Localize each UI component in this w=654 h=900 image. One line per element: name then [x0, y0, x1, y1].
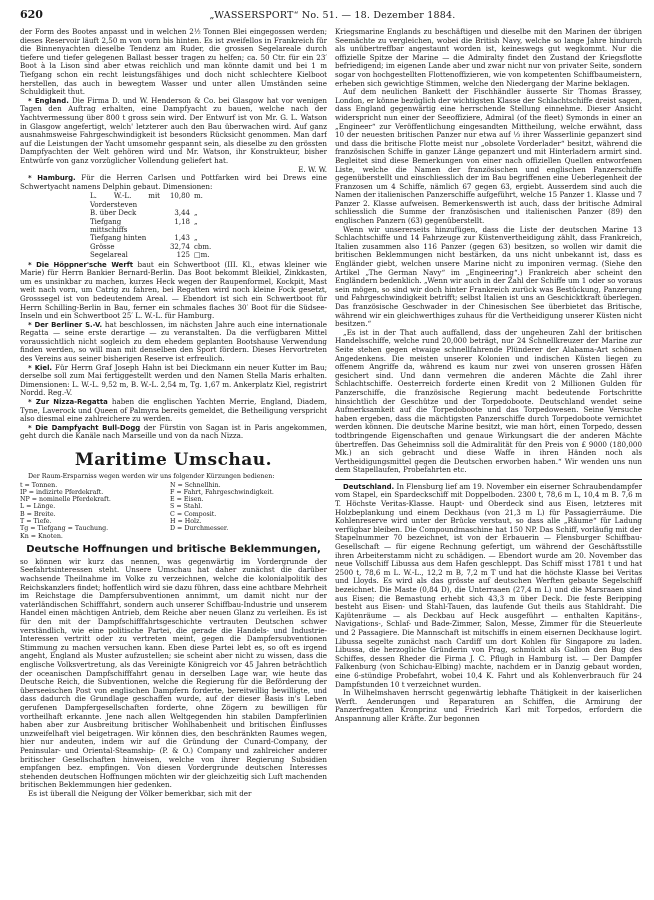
notice-nizza: * Zur Nizza-Regatta haben die englischen Yachten Merrie, England, Diadem, Tyne, Laverock und Queen of Palmyra bereits gemeldet, die Betheiligung verspricht also diesmal eine zahlreichere zu werden.: [20, 397, 327, 424]
abbreviations-legend: [20, 482, 327, 540]
notice-berliner-sv: * Der Berliner S.-V. hat beschlossen, im nächsten Jahre auch eine internationale Regatta — seine erste derartige — zu veranstalten. Da die verfügbaren Mittel voraussichtlich nicht sogleich zu dem ehedem geplanten Bootshause Verwendung finden werden, so will man mit denselben den Sport fördern. Dieses Hervortreten des Vereins aus seiner bisherigen Reserve ist erfreulich.: [20, 319, 327, 364]
legend-column-1: t = Tonnen. IP = indizirte Pferdekraft. NP = nominelle Pferdekraft. L = Länge. B = Breite. T = Tiefe. Tg = Tiefgang = Tauchung. Kn = Knoten.: [20, 481, 111, 540]
article-paragraph: so können wir kurz das nennen, was gegenwärtig im Vordergrunde der Seefahrtsinteressen steht. Unsere Umschau hat daher zunächst die darüber wachsende Theilnahme im Volke zu verzeichnen, welche die kolonialpolitik des Reichskanzlers findet; hoffentlich wird sie dazu führen, dass eine achtbare Mehrheit im Reichstage die Dampfersubventionen annimmt, um damit nicht nur der vaterländischen Schifffahrt, sondern auch unserer Schiffbau-Industrie und unserem Handel einen mächtigen Antrieb, dem Reiche aber neuen Glanz zu verleihen. Es ist für den mit der Dampfschifffahrtsgeschichte vertrauten Deutschen schwer verständlich, wie eine politische Partei, die gerade die Handels- und Industrie-Interessen vertritt oder zu vertreten meint, gegen die Dampfersubventionen Stimmung zu machen versuchen kann. Eben diese Partei lebt es, so oft es irgend angeht, England als Muster aufzustellen; sie scheint aber nicht zu wissen, dass die englische Volksvertretung, als das Vereinigte Königreich vor 45 Jahren beträchtlich der oceanischen Dampfschifffahrt genau in derselben Lage war, wie heute das Deutsche Reich, die Subventionen, welche die Regierung für die Beförderung der überseeischen Post von englischen Dampfern forderte, bereitwillig bewilligte, und dass dadurch die Grundlage geschaffen wurde, auf der dieser Basis in's Leben gerufenen Dampfergesellschaften forderte, ohne Zögern zu bewilligen für vortheilhaft erkannte. Jene nach allen Weltgegenden hin stabilen Dampferlinien haben aber zur Ausbreitung britischer Wohlhabenheit und britischen Einflusses unzweifelhaft viel beigetragen. Wir können dies, den beschränkten Raumes wegen, hier nur andeuten, indem wir auf die Gründung der Cunard-Company, der Peninsular- und Oriental-Steamship- (P. & O.) Company und zahlreicher anderer britischer Gesellschaften hinweisen, welche von ihrer Regierung Subsidien empfangen bez. empfingen. Von diesen Vordergrunde deutschen Interesses stehenden deutschen Hoffnungen möchten wir der gleichzeitig sich Luft machenden britischen Beklemmungen hier gedenken.: [20, 556, 327, 790]
article-title: Deutsche Hoffnungen und britische Beklemmungen,: [26, 543, 321, 555]
running-head: „WASSERSPORT“ No. 51. — 18. Dezember 1884.: [209, 10, 456, 21]
dimension-row: Grösse 32,74 cbm.: [90, 242, 212, 251]
notice-england: * England. Die Firma D. und W. Henderson & Co. bei Glasgow hat vor wenigen Tagen den Auftrag erhalten, eine Dampfyacht zu bauen, welche nach der Yachtvermessung über 800 t gross sein wird. Der Entwurf ist von Mr. G. L. Watson in Glasgow angefertigt, welch' letzterer auch den Bau überwachen wird. Auf ganz ausnahmsweise Fahrgeschwindigkeit ist besonders Rücksicht genommen. Man darf auf die Leistungen der Yacht umsomehr gespannt sein, als dieselbe zu den grössten Dampfyachten der Welt gehören wird und Mr. Watson, ihr Konstrukteur, bisher Entwürfe von ganz vorzüglicher Vollendung geliefert hat.: [20, 95, 327, 165]
dimension-row: B. über Deck 3,44 „: [90, 209, 198, 218]
article-paragraph: Es ist überall die Neigung der Völker bemerkbar, sich mit der: [28, 788, 252, 798]
dimension-row: Tiefgang mittschiffs 1,18 „: [90, 217, 198, 234]
abbreviations-intro: Der Raum-Ersparniss wegen werden wir uns folgender Kürzungen bedienen:: [28, 473, 275, 480]
dimension-row: L. W.-L. mit Vordersteven 10,80 m.: [90, 192, 203, 209]
right-column: [335, 28, 642, 896]
notice-kiel: * Kiel. Für Herrn Graf Joseph Hahn ist bei Dieckmann ein neuer Kutter im Bau; derselbe soll zum Mai fertiggestellt werden und den Namen Stella Maris erhalten. Dimensionen: L. W.-L. 9,52 m, B. W.-L. 2,54 m, Tg. 1,67 m. Ankerplatz Kiel, registrirt Nordd. Reg.-V.: [20, 362, 327, 398]
paragraph-boat-form: der Form des Bootes anpasst und in welchen 2½ Tonnen Blei eingegossen werden; dieses Reservoir läuft 2,50 m von vorn bis hinten. Es ist zweifellos in Frankreich für die Binnenyachten dieselbe Tendenz am Ruder, die grossen Segelareale durch tiefere und tiefer gelegenen Ballast besser tragen zu helfen; ca. 50 Ctr. für ein 23′ Boot à la Lison sind aber etwas reichlich und man könnte damit und bei 1 m Tiefgang schon ein recht leistungsfähiges und doch nicht schlechtere Kielboot herstellen, das auch in bewegtem Wasser und unter allen Umständen seine Schuldigkeit thut.: [20, 28, 327, 97]
article-paragraph: Kriegsmarine Englands zu beschäftigen und dieselbe mit den Marinen der übrigen Seemächte zu vergleichen, wobei die British Navy, welche so lange Jahre hindurch als unübertreffbar angestaunt worden ist, keineswegs gut wegkommt. Nur die offizielle Spitze der Marine — die Admiralty findet den Zustand der Kriegsflotte befriedigend; im eigenen Lande aber und zwar nicht nur von privater Seite, sondern sogar von hochgestellten Flottenoffizieren, wie von kompetenten Schiffbaumeistern, erheben sich gewichtige Stimmen, welche den Niedergang der Marine beklagen.: [335, 28, 642, 88]
article-paragraph: Auf dem neulichen Bankett der Fischhändler äusserte Sir Thomas Brassey, London, er könne bezüglich der wichtigsten Klasse der Schlachtschiffe dreist sagen, dass England gegenwärtig eine herrschende Stellung einnehme. Dieser Ansicht widerspricht nun einer der Seeoffiziere, Admiral (of the fleet) Symonds in einer an „Engineer“ zur Veröffentlichung eingesandten Mittheilung, welche erwähnt, dass 10 der neuesten britischen Panzer nur etwa auf ⅓ ihrer Wasserlinie gepanzert sind und dass die britische Flotte meist nur „obsolete Vorderlader“ besitzt, während die französischen Schiffe in ganzer Länge gepanzert und mit Hinterladern armirt sind. Begleitet sind diese Bemerkungen von einer nach offiziellen Quellen entworfenen Liste, welche die Namen der französischen und englischen Panzerschiffe gegenüberstellt und einschliesslich der im Bau begriffenen eine Ueberlegenheit der Franzosen um 4 Schiffe, nämlich 67 gegen 63, ergiebt. Ausserdem sind auch die Namen der italienischen Panzerschiffe aufgeführt, welche 15 Panzer 1. Klasse und 7 Panzer 2. Klasse aufweisen. Bemerkenswerth ist auch, dass der britische Admiral schliesslich die Summe der französischen und italienischen Panzer (89) den englischen Panzern (63) gegenüberstellt.: [335, 87, 642, 226]
signature-ewm: E. W. W.: [298, 164, 327, 174]
dimensions-table: [90, 192, 327, 259]
divider: [335, 479, 642, 480]
article-paragraph: Wenn wir unsererseits hinzufügen, dass die Liste der deutschen Marine 13 Schlachtschiffe und 14 Fahrzeuge zur Küstenvertheidigung zählt, dass Frankreich, Italien zusammen also 116 Panzer (gegen 63) besitzen, so wollen wir damit die britischen Beklemmungen nicht bestärken, da uns nicht unbekannt ist, dass es Engländer giebt, welchen unsere Marine nicht zu imponiren vermag. (Siehe den Artikel „The German Navy“ im „Engineering“.) Frankreich aber scheint den Engländern bedenklich. „Wenn wir auch in der Zahl der Schiffe um 1 oder so voraus sein mögen, so sind wir doch hinter Frankreich zurück was Bestückung, Panzerung und Fahrgeschwindigkeit betrifft; selbst Italien ist uns an Geschicktkraft überlegen. Das französische Geschwader in der Chinesischen See überbietet das Britische, während wir ein gleichwerthiges zuhaus für die Vertheidigung unserer Küsten nicht besitzen.“: [335, 224, 642, 329]
notice-bull-dogg: * Die Dampfyacht Bull-Dogg der Fürstin von Sagan ist in Paris angekommen, geht durch die Kanäle nach Marseille und von da nach Nizza.: [20, 422, 327, 441]
article-paragraph: In Wilhelmshaven herrscht gegenwärtig lebhafte Thätigkeit in der kaiserlichen Werft. Aenderungen und Reparaturen an Schiffen, die Armirung der Panzerfregatten Kronprinz und Friedrich Karl mit Torpedos, erfordern die Anspannung aller Kräfte. Zur begonnen: [335, 688, 642, 723]
page-header: [20, 8, 642, 24]
notice-hamburg: * Hamburg. Für die Herren Carlsen und Pottfarken wird bei Drews eine Schwertyacht namens Delphin gebaut. Dimensionen:: [20, 173, 327, 191]
section-title: Maritime Umschau.: [74, 450, 273, 470]
dimension-row: Tiefgang hinten 1,43 „: [90, 234, 198, 243]
left-column: [20, 28, 327, 896]
dimension-row: Segelareal 125 □m.: [90, 251, 210, 260]
notice-deutschland: Deutschland. In Flensburg lief am 19. November ein eiserner Schraubendampfer vom Stapel, ein Spardeckschiff mit Doppelboden. 2300 t, 78,6 m L, 10,4 m B. 7,6 m T. Höchste Veritas-Klasse. Haupt- und Oberdeck sind aus Eisen, letzteres mit Holzbeplankung und einem Deckhaus (von 21,3 m L) für Passagierräume. Die Kohlenreserve wird unter der Brücke verstaut, so dass alle „Räume“ für Ladung verfügbar bleiben. Die Compoundmaschine hat 150 NP. Das Schiff, vorläufig mit der Stapelnummer 70 bezeichnet, ist von der Erbauerin — Flensburger Schiffbau-Gesellschaft — für eigene Rechnung gefertigt, um während der Geschäftsstille ihren Arbeiterstamm nicht zu schädigen. — Ebendort wurde am 20. November das neue Vollschiff Libussa aus dem Hafen geschleppt. Das Schiff misst 1781 t und hat 2500 t, 78,6 m L. W.-L., 12,2 m B, 7,2 m T und hat die höchste Klasse bei Veritas und Lloyds. Es wird als das grösste auf deutschen Werften gebaute Segelschiff bezeichnet. Die Maste (0,84 D), die Unterraaen (27,4 m L) und die Marsraaen sind aus Eisen; die Bemastung erhebt sich 43,3 m über Deck. Die feste Beripping besteht aus Eisen- und Stahl-Tauen, das laufende Gut theils aus Stahldraht. Die Kajütenräume — als Deckbau auf Heck ausgeführt — enthalten Kapitäns-, Navigations-, Schlaf- und Bade-Zimmer, Salon, Messe, Zimmer für die Steuerleute und 2 Passagiere. Die Mannschaft ist mitschiffs in einem eisernen Deckhause logirt. Libussa segelte zunächst nach Cardiff um dort Kohlen für Singapore zu laden. Libussa, die herzogliche Gründerin von Prag, schmückt als Gallion den Bug des Schiffes, dessen Rheder die Firma J. C. Pflugh in Hamburg ist. — Der Dampfer Falkenburg (von Schichau-Elbing) machte, nachdem er in Danzig gebaut worden, eine 6-stündige Probefahrt, wobei 10,4 K. Fahrt und als Kohlenverbrauch für 24 Dampfstunden 10 t verzeichnet wurden.: [335, 481, 642, 689]
page-number: 620: [20, 8, 43, 21]
legend-column-2: N = Schnellhin. F = Fahrt, Fahrgeschwindigkeit. E = Eisen. S = Stahl. C = Composit. H = Holz. D = Durchmesser.: [170, 481, 274, 533]
notice-hoeppner: * Die Höppner'sche Werft baut ein Schwertboot (III. Kl., etwas kleiner wie Marie) für Herrn Bankier Bernard-Berlin. Das Boot bekommt Bleikiel, Zinkkasten, um es unsinkbar zu machen, kurzes Heck wegen der Raupenformel, Kockpit, Mast weit nach vorn, um Catrig zu fahren, bei Regatten wird noch kleine Fock gesetzt, Grosssegel ist von bedeutendem Areal. — Ebendort ist sich ein Schwertboot für Herrn Schilling-Berlin in Bau, ferner ein schmales flaches 30′ Boot für die Südsee-Inseln und ein Schwertboot 25′ L. W.-L. für Hamburg.: [20, 259, 327, 321]
article-paragraph: „Es ist in der That auch auffallend, dass der ungeheuren Zahl der britischen Handelsschiffe, welche rund 20,000 beträgt, nur 24 Schnellkreuzer der Marine zur Seite stehen gegen etwaige schnellfahrende Plünderer der Alabama-Art schönen Angedenkens. Die meisten unserer Kolonien und indischen Küsten liegen zu offenem Angriffe da, während es kaum nur zwei von unseren grossen Häfen gesichert sind. Und dann vermehren die anderen Mächte die Zahl ihrer Schlachtschiffe. Oesterreich forderte einen Kredit von 2 Millionen Gulden für Panzerschiffe, die französische Regierung macht bedeutende Fortschritte hinsichtlich der Geschütze und der Torpedoboote. Deutschland wendet seine Aufmerksamkeit auf die Torpedoboote und das Torpedowesen. Seine Versuche haben ergeben, dass die mächtigsten Panzerschiffe durch Torpedoboote vernichtet werden können. Die deutsche Marine besitzt, wie man hört, einen Torpedo, dessen todtbringende Eigenschaften und genaue Wirkungsart die der anderen Mächte übertreffen. Das Geheimniss soll die Admiralität für den Preis von £ 9000 (180,000 Mk.) an sich gebracht und diese Waffe in ihren Händen noch als Vertheidigungsmittel gegen die Deutschen erworben haben.“ Wir wenden uns nun dem Stapellaufen, Probefahrten etc.: [335, 327, 642, 475]
